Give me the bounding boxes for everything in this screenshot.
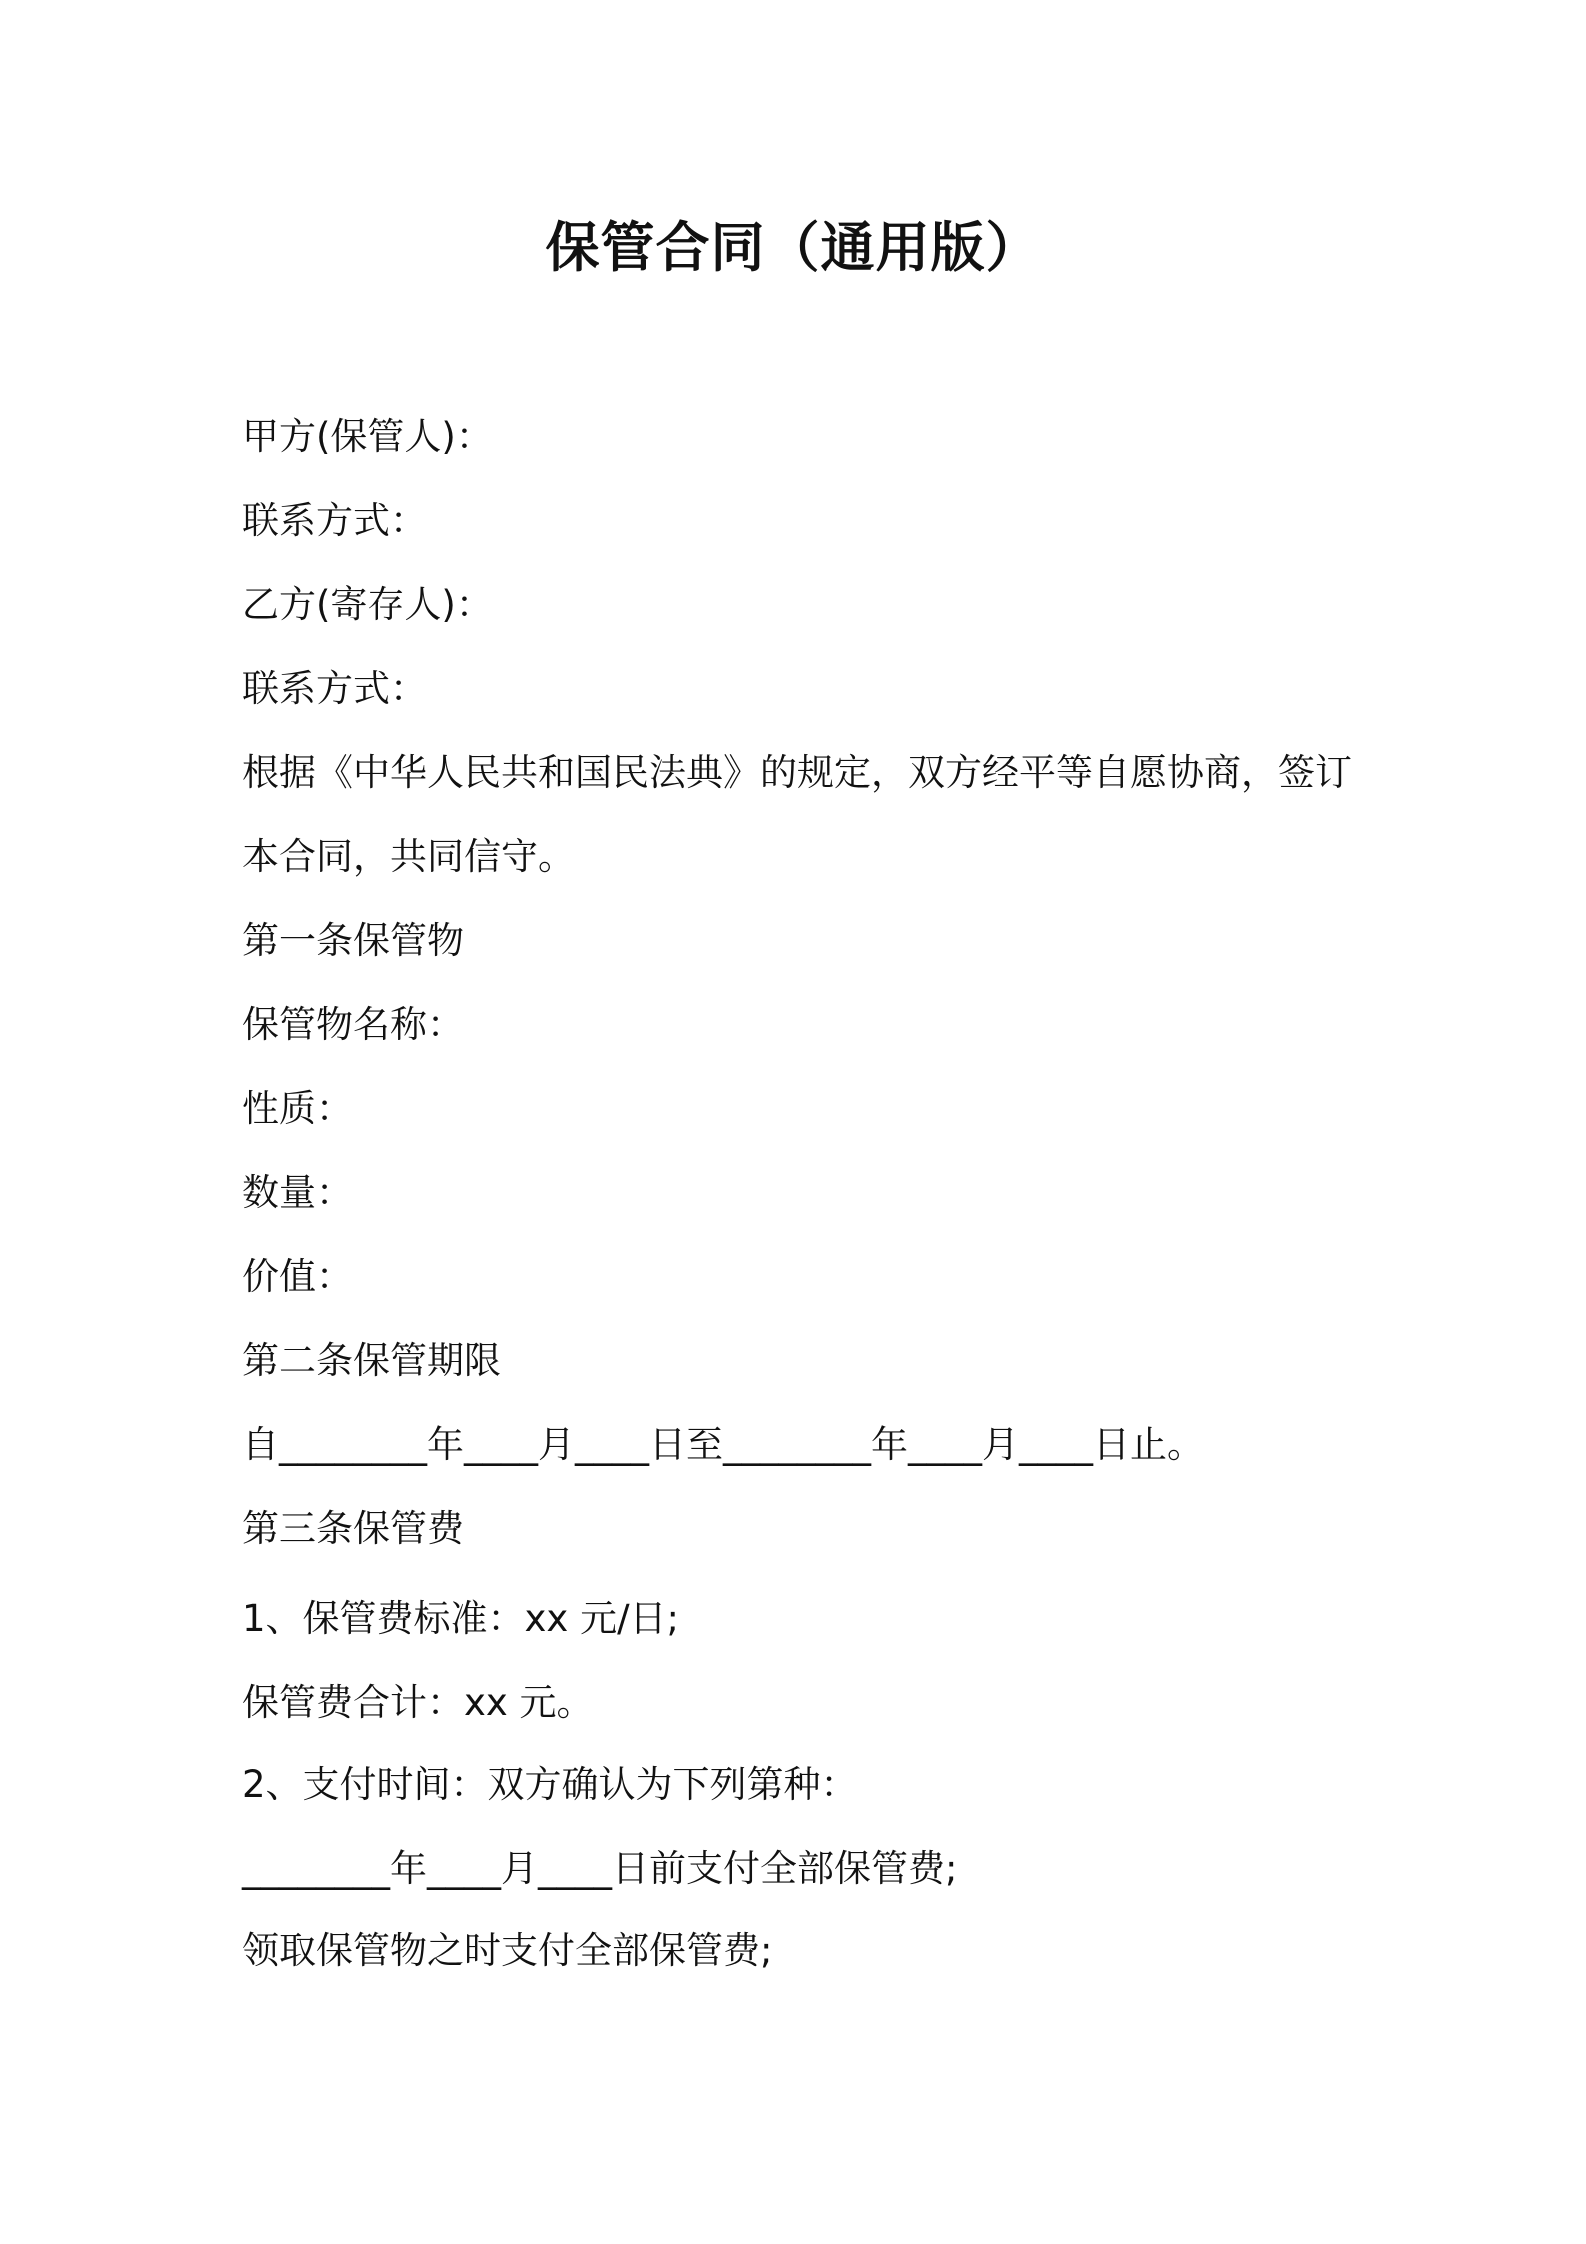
item-name-label: 保管物名称： bbox=[242, 1003, 464, 1046]
preamble-line-1: 根据《中华人民共和国民法典》的规定，双方经平等自愿协商，签订 bbox=[242, 751, 1352, 794]
item-value-label: 价值： bbox=[242, 1255, 353, 1298]
item-quantity-label: 数量： bbox=[242, 1171, 353, 1214]
item-nature-label: 性质： bbox=[242, 1087, 353, 1130]
party-a-contact-label: 联系方式： bbox=[242, 499, 427, 542]
payment-time-line: 2、支付时间：双方确认为下列第种： bbox=[242, 1763, 858, 1806]
fee-total-line: 保管费合计：xx 元。 bbox=[242, 1681, 594, 1724]
term-period-line: 自________年____月____日至________年____月____日止。 bbox=[242, 1423, 1204, 1466]
party-b-contact-label: 联系方式： bbox=[242, 667, 427, 710]
fee-standard-line: 1、保管费标准：xx 元/日; bbox=[242, 1597, 680, 1640]
article-3-heading: 第三条保管费 bbox=[242, 1507, 464, 1550]
party-b-label: 乙方(寄存人)： bbox=[242, 583, 493, 626]
preamble-line-2: 本合同，共同信守。 bbox=[242, 835, 575, 878]
article-1-heading: 第一条保管物 bbox=[242, 919, 464, 962]
party-a-label: 甲方(保管人)： bbox=[242, 415, 493, 458]
payment-option-date: ________年____月____日前支付全部保管费; bbox=[242, 1847, 958, 1890]
document-title: 保管合同（通用版） bbox=[545, 216, 1041, 279]
payment-option-on-collection: 领取保管物之时支付全部保管费; bbox=[242, 1929, 773, 1972]
article-2-heading: 第二条保管期限 bbox=[242, 1339, 501, 1382]
